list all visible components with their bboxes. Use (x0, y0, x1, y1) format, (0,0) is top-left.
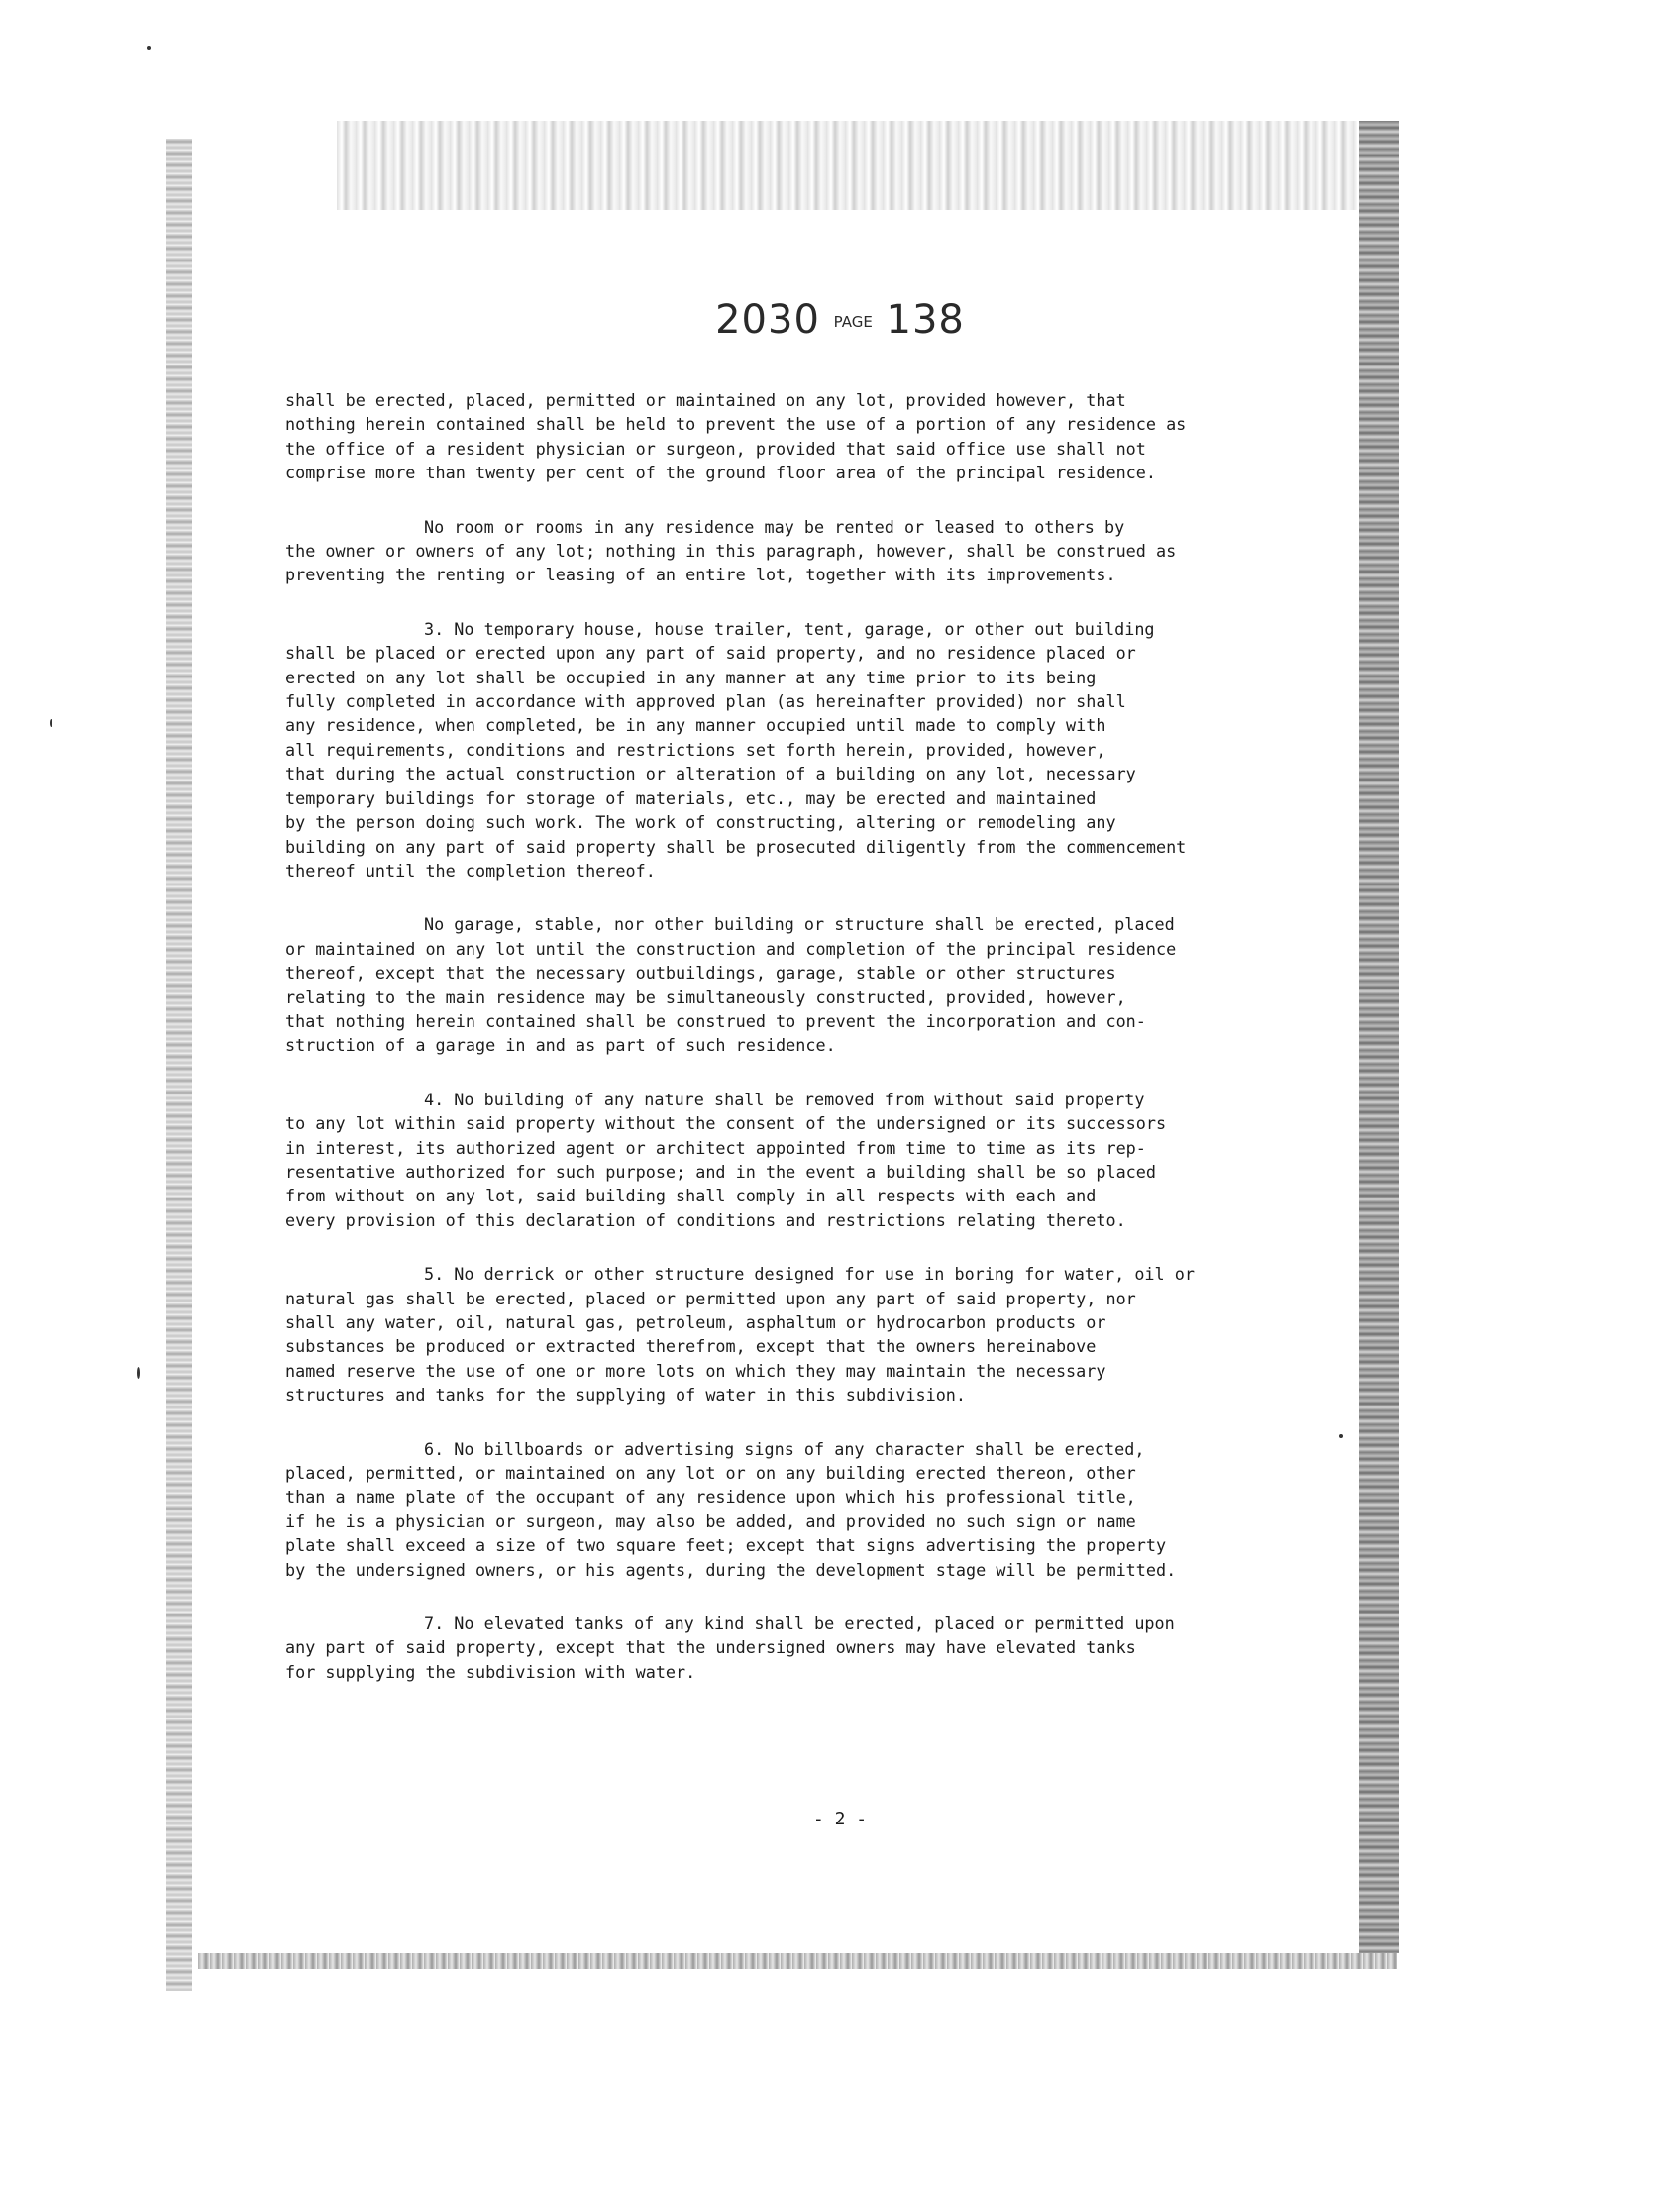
text-line: building on any part of said property shall be prosecuted diligently from the commencement (285, 836, 1187, 857)
text-line: any residence, when completed, be in any manner occupied until made to comply with (285, 715, 1106, 736)
text-line: than a name plate of the occupant of any residence upon which his professional title, (285, 1487, 1136, 1508)
book-number: 2030 (715, 297, 820, 343)
paragraph-garage (285, 912, 1370, 1057)
text-line: by the person doing such work. The work of constructing, altering or remodeling any (285, 812, 1116, 833)
text-line: erected on any lot shall be occupied in any manner at any time prior to its being (285, 667, 1097, 687)
text-line: No garage, stable, nor other building or structure shall be erected, placed (424, 914, 1175, 935)
scan-edge-bottom (198, 1953, 1397, 1969)
paragraph-section-6 (285, 1437, 1370, 1582)
text-line: fully completed in accordance with approved plan (as hereinafter provided) nor shall (285, 691, 1126, 712)
text-line: thereof until the completion thereof. (285, 860, 656, 881)
paragraph-section-7 (285, 1612, 1370, 1684)
paragraph-section-3 (285, 617, 1370, 883)
text-line: nothing herein contained shall be held to prevent the use of a portion of any residence as (285, 414, 1187, 435)
text-line: structures and tanks for the supplying of water in this subdivision. (285, 1385, 967, 1406)
text-line: 4. No building of any nature shall be removed from without said property (424, 1089, 1145, 1109)
text-line: if he is a physician or surgeon, may also be added, and provided no such sign or name (285, 1510, 1136, 1531)
text-line: temporary buildings for storage of materials, etc., may be erected and maintained (285, 787, 1097, 808)
text-line: comprise more than twenty per cent of the ground floor area of the principal residence. (285, 463, 1156, 483)
page-footer-number: - 2 - (812, 1809, 868, 1829)
text-line: thereof, except that the necessary outbuildings, garage, stable or other structures (285, 963, 1116, 984)
scan-speck (147, 46, 151, 50)
text-line: the office of a resident physician or surgeon, provided that said office use shall not (285, 438, 1146, 459)
text-line: substances be produced or extracted therefrom, except that the owners hereinabove (285, 1336, 1097, 1357)
text-line: named reserve the use of one or more lots on which they may maintain the necessary (285, 1360, 1106, 1381)
text-line: that during the actual construction or alteration of a building on any lot, necessary (285, 764, 1136, 784)
text-line: every provision of this declaration of conditions and restrictions relating thereto. (285, 1209, 1126, 1230)
scan-speck (50, 719, 52, 727)
page-label: PAGE (833, 313, 873, 331)
text-line: preventing the renting or leasing of an entire lot, together with its improvements. (285, 565, 1116, 585)
paragraph-section-4 (285, 1088, 1370, 1232)
text-line: for supplying the subdivision with water. (285, 1661, 696, 1682)
paragraph-continuation (285, 388, 1370, 485)
scan-edge-left (166, 139, 192, 1991)
scan-speck (137, 1367, 140, 1379)
text-line: in interest, its authorized agent or architect appointed from time to time as its rep- (285, 1137, 1146, 1158)
text-line: 7. No elevated tanks of any kind shall be erected, placed or permitted upon (424, 1614, 1175, 1634)
book-page-reference (0, 297, 1680, 343)
text-line: 6. No billboards or advertising signs of any character shall be erected, (424, 1438, 1145, 1459)
text-line: all requirements, conditions and restrictions set forth herein, provided, however, (285, 739, 1106, 760)
text-line: No room or rooms in any residence may be rented or leased to others by (424, 516, 1125, 537)
text-line: plate shall exceed a size of two square feet; except that signs advertising the property (285, 1535, 1167, 1556)
text-line: the owner or owners of any lot; nothing in this paragraph, however, shall be construed as (285, 541, 1177, 562)
text-line: shall be placed or erected upon any part of said property, and no residence placed or (285, 643, 1136, 664)
text-line: struction of a garage in and as part of such residence. (285, 1035, 836, 1056)
text-line: to any lot within said property without the consent of the undersigned or its successors (285, 1113, 1167, 1134)
text-line: 3. No temporary house, house trailer, tent, garage, or other out building (424, 618, 1155, 639)
scan-noise-top (337, 121, 1357, 210)
paragraph-rental (285, 515, 1370, 587)
page-number: 138 (886, 297, 965, 343)
text-line: placed, permitted, or maintained on any lot or on any building erected thereon, other (285, 1463, 1136, 1484)
text-line: natural gas shall be erected, placed or permitted upon any part of said property, nor (285, 1288, 1136, 1308)
text-line: resentative authorized for such purpose; and in the event a building shall be so placed (285, 1161, 1156, 1182)
paragraph-section-5 (285, 1262, 1370, 1406)
text-line: that nothing herein contained shall be construed to prevent the incorporation and con- (285, 1010, 1146, 1031)
text-line: shall any water, oil, natural gas, petroleum, asphaltum or hydrocarbon products or (285, 1312, 1106, 1332)
text-line: from without on any lot, said building shall comply in all respects with each and (285, 1186, 1097, 1206)
text-line: shall be erected, placed, permitted or maintained on any lot, provided however, that (285, 390, 1126, 410)
text-line: relating to the main residence may be simultaneously constructed, provided, however, (285, 987, 1126, 1007)
text-line: 5. No derrick or other structure designed for use in boring for water, oil or (424, 1264, 1195, 1285)
document-body (285, 388, 1370, 1714)
text-line: by the undersigned owners, or his agents, during the development stage will be permitted. (285, 1559, 1177, 1580)
text-line: any part of said property, except that the undersigned owners may have elevated tanks (285, 1637, 1136, 1658)
text-line: or maintained on any lot until the construction and completion of the principal residence (285, 938, 1177, 959)
